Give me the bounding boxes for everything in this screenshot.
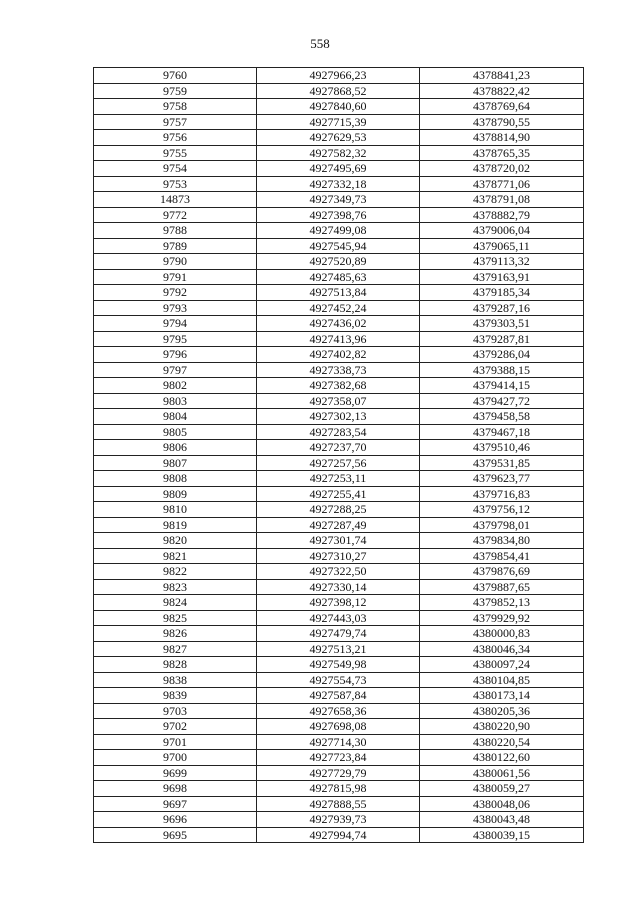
x-coordinate-cell: 4927658,36 (257, 703, 420, 719)
point-number-cell: 9702 (94, 719, 257, 735)
x-coordinate-cell: 4927966,23 (257, 68, 420, 84)
y-coordinate-cell: 4379623,77 (420, 471, 584, 487)
point-number-cell: 9758 (94, 99, 257, 115)
x-coordinate-cell: 4927402,82 (257, 347, 420, 363)
table-row (94, 533, 584, 549)
point-number-cell: 9828 (94, 657, 257, 673)
point-number-cell: 9754 (94, 161, 257, 177)
table-row (94, 130, 584, 146)
table-row (94, 316, 584, 332)
y-coordinate-cell: 4379467,18 (420, 424, 584, 440)
table-row (94, 796, 584, 812)
point-number-cell: 9824 (94, 595, 257, 611)
y-coordinate-cell: 4378771,06 (420, 176, 584, 192)
point-number-cell: 9701 (94, 734, 257, 750)
y-coordinate-cell: 4379716,83 (420, 486, 584, 502)
point-number-cell: 9827 (94, 641, 257, 657)
point-number-cell: 9809 (94, 486, 257, 502)
point-number-cell: 9810 (94, 502, 257, 518)
point-number-cell: 9788 (94, 223, 257, 239)
point-number-cell: 9790 (94, 254, 257, 270)
x-coordinate-cell: 4927443,03 (257, 610, 420, 626)
table-row (94, 641, 584, 657)
y-coordinate-cell: 4379834,80 (420, 533, 584, 549)
y-coordinate-cell: 4379929,92 (420, 610, 584, 626)
x-coordinate-cell: 4927283,54 (257, 424, 420, 440)
point-number-cell: 9753 (94, 176, 257, 192)
y-coordinate-cell: 4378720,02 (420, 161, 584, 177)
x-coordinate-cell: 4927495,69 (257, 161, 420, 177)
table-row (94, 688, 584, 704)
y-coordinate-cell: 4380046,34 (420, 641, 584, 657)
point-number-cell: 9772 (94, 207, 257, 223)
point-number-cell: 9820 (94, 533, 257, 549)
point-number-cell: 9797 (94, 362, 257, 378)
table-row (94, 114, 584, 130)
y-coordinate-cell: 4378769,64 (420, 99, 584, 115)
x-coordinate-cell: 4927332,18 (257, 176, 420, 192)
table-row (94, 362, 584, 378)
table-row (94, 812, 584, 828)
table-row (94, 595, 584, 611)
y-coordinate-cell: 4379163,91 (420, 269, 584, 285)
point-number-cell: 9806 (94, 440, 257, 456)
table-row (94, 440, 584, 456)
point-number-cell: 9826 (94, 626, 257, 642)
y-coordinate-cell: 4380220,54 (420, 734, 584, 750)
y-coordinate-cell: 4379185,34 (420, 285, 584, 301)
point-number-cell: 9825 (94, 610, 257, 626)
table-row (94, 579, 584, 595)
x-coordinate-cell: 4927815,98 (257, 781, 420, 797)
y-coordinate-cell: 4379303,51 (420, 316, 584, 332)
y-coordinate-cell: 4379388,15 (420, 362, 584, 378)
x-coordinate-cell: 4927479,74 (257, 626, 420, 642)
x-coordinate-cell: 4927723,84 (257, 750, 420, 766)
point-number-cell: 9789 (94, 238, 257, 254)
x-coordinate-cell: 4927994,74 (257, 827, 420, 843)
table-row (94, 424, 584, 440)
point-number-cell: 9803 (94, 393, 257, 409)
x-coordinate-cell: 4927520,89 (257, 254, 420, 270)
table-row (94, 68, 584, 84)
table-row (94, 192, 584, 208)
point-number-cell: 9695 (94, 827, 257, 843)
table-row (94, 781, 584, 797)
point-number-cell: 9822 (94, 564, 257, 580)
x-coordinate-cell: 4927322,50 (257, 564, 420, 580)
x-coordinate-cell: 4927358,07 (257, 393, 420, 409)
point-number-cell: 9757 (94, 114, 257, 130)
point-number-cell: 9793 (94, 300, 257, 316)
y-coordinate-cell: 4379852,13 (420, 595, 584, 611)
point-number-cell: 9696 (94, 812, 257, 828)
x-coordinate-cell: 4927545,94 (257, 238, 420, 254)
point-number-cell: 9756 (94, 130, 257, 146)
table-row (94, 254, 584, 270)
table-row (94, 703, 584, 719)
y-coordinate-cell: 4378791,08 (420, 192, 584, 208)
x-coordinate-cell: 4927237,70 (257, 440, 420, 456)
x-coordinate-cell: 4927939,73 (257, 812, 420, 828)
point-number-cell: 9839 (94, 688, 257, 704)
y-coordinate-cell: 4380173,14 (420, 688, 584, 704)
point-number-cell: 9805 (94, 424, 257, 440)
x-coordinate-cell: 4927513,84 (257, 285, 420, 301)
table-row (94, 734, 584, 750)
table-row (94, 471, 584, 487)
y-coordinate-cell: 4379113,32 (420, 254, 584, 270)
x-coordinate-cell: 4927382,68 (257, 378, 420, 394)
point-number-cell: 9821 (94, 548, 257, 564)
table-row (94, 347, 584, 363)
point-number-cell: 9804 (94, 409, 257, 425)
table-row (94, 548, 584, 564)
x-coordinate-cell: 4927629,53 (257, 130, 420, 146)
point-number-cell: 9755 (94, 145, 257, 161)
point-number-cell: 9838 (94, 672, 257, 688)
table-row (94, 564, 584, 580)
x-coordinate-cell: 4927549,98 (257, 657, 420, 673)
y-coordinate-cell: 4379798,01 (420, 517, 584, 533)
table-row (94, 223, 584, 239)
point-number-cell: 9795 (94, 331, 257, 347)
point-number-cell: 9819 (94, 517, 257, 533)
x-coordinate-cell: 4927398,12 (257, 595, 420, 611)
y-coordinate-cell: 4379065,11 (420, 238, 584, 254)
table-row (94, 672, 584, 688)
y-coordinate-cell: 4379887,65 (420, 579, 584, 595)
table-row (94, 99, 584, 115)
y-coordinate-cell: 4380097,24 (420, 657, 584, 673)
y-coordinate-cell: 4379287,81 (420, 331, 584, 347)
y-coordinate-cell: 4378882,79 (420, 207, 584, 223)
x-coordinate-cell: 4927554,73 (257, 672, 420, 688)
table-row (94, 657, 584, 673)
y-coordinate-cell: 4378765,35 (420, 145, 584, 161)
y-coordinate-cell: 4380059,27 (420, 781, 584, 797)
y-coordinate-cell: 4380039,15 (420, 827, 584, 843)
table-row (94, 750, 584, 766)
x-coordinate-cell: 4927398,76 (257, 207, 420, 223)
table-row (94, 238, 584, 254)
table-row (94, 719, 584, 735)
y-coordinate-cell: 4380000,83 (420, 626, 584, 642)
point-number-cell: 9759 (94, 83, 257, 99)
table-row (94, 331, 584, 347)
table-row (94, 176, 584, 192)
y-coordinate-cell: 4379414,15 (420, 378, 584, 394)
table-row (94, 378, 584, 394)
x-coordinate-cell: 4927587,84 (257, 688, 420, 704)
y-coordinate-cell: 4378822,42 (420, 83, 584, 99)
y-coordinate-cell: 4378814,90 (420, 130, 584, 146)
y-coordinate-cell: 4379854,41 (420, 548, 584, 564)
point-number-cell: 9700 (94, 750, 257, 766)
x-coordinate-cell: 4927288,25 (257, 502, 420, 518)
x-coordinate-cell: 4927338,73 (257, 362, 420, 378)
x-coordinate-cell: 4927413,96 (257, 331, 420, 347)
x-coordinate-cell: 4927582,32 (257, 145, 420, 161)
point-number-cell: 9823 (94, 579, 257, 595)
table-row (94, 827, 584, 843)
x-coordinate-cell: 4927698,08 (257, 719, 420, 735)
point-number-cell: 9699 (94, 765, 257, 781)
x-coordinate-cell: 4927255,41 (257, 486, 420, 502)
table-row (94, 765, 584, 781)
y-coordinate-cell: 4378790,55 (420, 114, 584, 130)
point-number-cell: 9807 (94, 455, 257, 471)
table-row (94, 517, 584, 533)
x-coordinate-cell: 4927499,08 (257, 223, 420, 239)
y-coordinate-cell: 4380205,36 (420, 703, 584, 719)
x-coordinate-cell: 4927253,11 (257, 471, 420, 487)
point-number-cell: 14873 (94, 192, 257, 208)
x-coordinate-cell: 4927302,13 (257, 409, 420, 425)
page-number: 558 (310, 36, 330, 51)
x-coordinate-cell: 4927513,21 (257, 641, 420, 657)
table-row (94, 285, 584, 301)
y-coordinate-cell: 4379286,04 (420, 347, 584, 363)
y-coordinate-cell: 4378841,23 (420, 68, 584, 84)
table-row (94, 610, 584, 626)
x-coordinate-cell: 4927888,55 (257, 796, 420, 812)
y-coordinate-cell: 4379756,12 (420, 502, 584, 518)
point-number-cell: 9808 (94, 471, 257, 487)
table-row (94, 626, 584, 642)
y-coordinate-cell: 4379006,04 (420, 223, 584, 239)
x-coordinate-cell: 4927436,02 (257, 316, 420, 332)
point-number-cell: 9796 (94, 347, 257, 363)
y-coordinate-cell: 4379287,16 (420, 300, 584, 316)
x-coordinate-cell: 4927729,79 (257, 765, 420, 781)
point-number-cell: 9698 (94, 781, 257, 797)
y-coordinate-cell: 4380104,85 (420, 672, 584, 688)
y-coordinate-cell: 4380043,48 (420, 812, 584, 828)
x-coordinate-cell: 4927310,27 (257, 548, 420, 564)
table-row (94, 83, 584, 99)
x-coordinate-cell: 4927349,73 (257, 192, 420, 208)
table-row (94, 161, 584, 177)
table-row (94, 409, 584, 425)
y-coordinate-cell: 4380061,56 (420, 765, 584, 781)
x-coordinate-cell: 4927715,39 (257, 114, 420, 130)
point-number-cell: 9697 (94, 796, 257, 812)
table-row (94, 145, 584, 161)
table-row (94, 455, 584, 471)
x-coordinate-cell: 4927257,56 (257, 455, 420, 471)
point-number-cell: 9794 (94, 316, 257, 332)
x-coordinate-cell: 4927287,49 (257, 517, 420, 533)
y-coordinate-cell: 4379427,72 (420, 393, 584, 409)
y-coordinate-cell: 4380122,60 (420, 750, 584, 766)
y-coordinate-cell: 4379531,85 (420, 455, 584, 471)
y-coordinate-cell: 4379458,58 (420, 409, 584, 425)
table-row (94, 300, 584, 316)
coordinates-table-body (94, 68, 584, 843)
y-coordinate-cell: 4379510,46 (420, 440, 584, 456)
x-coordinate-cell: 4927840,60 (257, 99, 420, 115)
x-coordinate-cell: 4927452,24 (257, 300, 420, 316)
x-coordinate-cell: 4927485,63 (257, 269, 420, 285)
y-coordinate-cell: 4380220,90 (420, 719, 584, 735)
coordinates-table (93, 67, 584, 843)
point-number-cell: 9703 (94, 703, 257, 719)
x-coordinate-cell: 4927714,30 (257, 734, 420, 750)
table-row (94, 486, 584, 502)
point-number-cell: 9760 (94, 68, 257, 84)
x-coordinate-cell: 4927868,52 (257, 83, 420, 99)
table-row (94, 269, 584, 285)
point-number-cell: 9791 (94, 269, 257, 285)
table-row (94, 207, 584, 223)
x-coordinate-cell: 4927330,14 (257, 579, 420, 595)
y-coordinate-cell: 4379876,69 (420, 564, 584, 580)
table-row (94, 502, 584, 518)
x-coordinate-cell: 4927301,74 (257, 533, 420, 549)
point-number-cell: 9792 (94, 285, 257, 301)
table-row (94, 393, 584, 409)
y-coordinate-cell: 4380048,06 (420, 796, 584, 812)
point-number-cell: 9802 (94, 378, 257, 394)
